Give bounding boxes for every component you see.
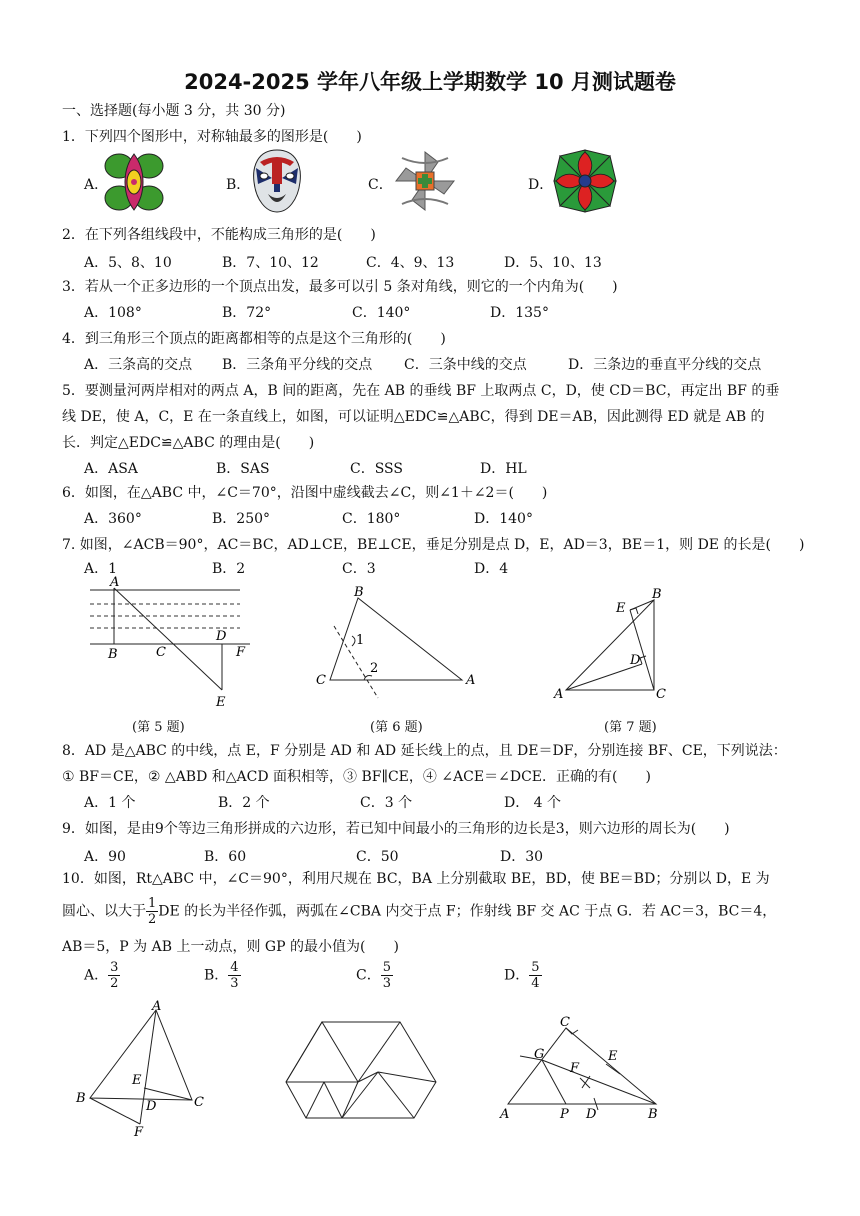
q4-option-d: D．三条边的垂直平分线的交点 — [568, 357, 762, 373]
fig8-label-b: B — [76, 1091, 86, 1106]
q6-figure — [312, 584, 482, 704]
q9-option-c: C．50 — [356, 849, 399, 865]
q6-option-d: D．140° — [474, 511, 533, 527]
q10-line-2 — [62, 896, 776, 927]
q10-line-2a: 圆心、以大于 — [62, 903, 146, 920]
q1-option-a: A． — [84, 177, 109, 193]
q1-figure-d — [552, 148, 618, 214]
q10-line-3: AB＝5，P 为 AB 上一动点，则 GP 的最小值为( ) — [62, 939, 399, 955]
q7-option-a: A．1 — [84, 561, 118, 577]
q5-option-b: B．SAS — [216, 461, 270, 477]
caption-q5: (第 5 题) — [132, 720, 185, 735]
q8-line-2: ① BF＝CE，② △ABD 和△ACD 面积相等，③ BF∥CE，④ ∠ACE＝∠DCE．正确的有( ) — [62, 769, 651, 785]
fig7-label-c: C — [656, 687, 666, 702]
q10-line-2b: DE 的长为半径作弧，两弧在∠CBA 内交于点 F；作射线 BF 交 AC 于点 G．若 AC＝3，BC＝4， — [158, 903, 777, 920]
q3-option-c: C．140° — [352, 305, 411, 321]
q1-option-c: C． — [368, 177, 393, 193]
q5-line-2: 线 DE，使 A，C，E 在一条直线上，如图，可以证明△EDC≌△ABC，得到 DE＝AB，因此测得 ED 就是 AB 的 — [62, 409, 765, 425]
q5-option-c: C．SSS — [350, 461, 403, 477]
fig5-label-a: A — [110, 575, 120, 590]
q8-option-b: B．2 个 — [218, 795, 270, 811]
q7-option-c: C．3 — [342, 561, 376, 577]
q8-line-1: 8．AD 是△ABC 的中线，点 E，F 分别是 AD 和 AD 延长线上的点，且 DE＝DF，分别连接 BF、CE，下列说法： — [62, 743, 787, 759]
fig5-label-c: C — [156, 645, 166, 660]
q3-option-a: A．108° — [84, 305, 142, 321]
q9-option-a: A．90 — [84, 849, 126, 865]
fig6-label-c: C — [316, 673, 326, 688]
fig10-label-g: G — [534, 1047, 545, 1062]
section-heading: 一、选择题(每小题 3 分，共 30 分) — [62, 103, 286, 119]
q9-option-d: D．30 — [500, 849, 544, 865]
fig8-label-d: D — [146, 1099, 157, 1114]
caption-q7: (第 7 题) — [604, 720, 657, 735]
q5-figure — [80, 575, 260, 714]
q3-stem: 3．若从一个正多边形的一个顶点出发，最多可以引 5 条对角线，则它的一个内角为( ) — [62, 279, 618, 295]
fig6-label-1: 1 — [356, 633, 365, 648]
fig6-label-a: A — [466, 673, 476, 688]
q5-line-3: 长．判定△EDC≌△ABC 的理由是( ) — [62, 435, 315, 451]
q3-option-b: B．72° — [222, 305, 272, 321]
fig5-label-e: E — [216, 695, 226, 710]
q10-option-d: D． $\frac{5}{4}$ — [504, 960, 540, 991]
q2-stem: 2．在下列各组线段中，不能构成三角形的是( ) — [62, 227, 376, 243]
fig5-label-f: F — [236, 645, 246, 660]
fig10-label-e: E — [608, 1049, 618, 1064]
page-title: 2024-2025 学年八年级上学期数学 10 月测试题卷 — [184, 70, 676, 94]
q1-stem: 1．下列四个图形中，对称轴最多的图形是( ) — [62, 129, 362, 145]
q8-option-d: D． 4 个 — [504, 795, 562, 811]
q5-option-a: A．ASA — [84, 461, 138, 477]
q9-stem: 9．如图，是由9个等边三角形拼成的六边形，若已知中间最小的三角形的边长是3，则六边形的周长为( ) — [62, 821, 730, 837]
q2-option-c: C．4、9、13 — [366, 255, 455, 271]
q1-figure-a — [104, 150, 164, 214]
fig10-label-d: D — [586, 1107, 597, 1122]
q2-option-b: B．7、10、12 — [222, 255, 319, 271]
fig8-label-c: C — [194, 1095, 204, 1110]
fig7-label-e: E — [616, 601, 626, 616]
q4-option-c: C．三条中线的交点 — [404, 357, 527, 373]
q9-figure — [282, 1018, 442, 1122]
fig6-label-2: 2 — [370, 661, 379, 676]
q1-option-d: D． — [528, 177, 554, 193]
q9-option-b: B．60 — [204, 849, 247, 865]
q10-option-a: A． $\frac{3}{2}$ — [84, 960, 119, 991]
fig8-label-e: E — [132, 1073, 142, 1088]
q6-option-c: C．180° — [342, 511, 401, 527]
q10-figure — [496, 1014, 676, 1124]
q4-option-a: A．三条高的交点 — [84, 357, 193, 373]
fig8-label-f: F — [134, 1125, 144, 1140]
q1-option-b: B． — [226, 177, 251, 193]
fig10-label-f: F — [570, 1061, 580, 1076]
q10-option-b: B． $\frac{4}{3}$ — [204, 960, 239, 991]
q4-option-b: B．三条角平分线的交点 — [222, 357, 373, 373]
fig6-label-b: B — [354, 585, 364, 600]
q7-figure — [550, 586, 680, 706]
q8-figure — [74, 999, 214, 1140]
fig10-label-c: C — [560, 1015, 570, 1030]
q4-stem: 4．到三角形三个顶点的距离都相等的点是这个三角形的( ) — [62, 331, 446, 347]
q6-option-a: A．360° — [84, 511, 142, 527]
q10-option-c: C． $\frac{5}{3}$ — [356, 960, 391, 991]
fig10-label-p: P — [560, 1107, 569, 1122]
q1-figure-b — [250, 148, 304, 214]
fig8-label-a: A — [152, 999, 162, 1014]
q6-option-b: B．250° — [212, 511, 271, 527]
fig5-label-d: D — [216, 629, 227, 644]
q8-option-a: A．1 个 — [84, 795, 136, 811]
caption-q6: (第 6 题) — [370, 720, 423, 735]
fig5-label-b: B — [108, 647, 118, 662]
fig7-label-b: B — [652, 587, 662, 602]
q7-stem: 7. 如图，∠ACB＝90°，AC＝BC，AD⊥CE，BE⊥CE，垂足分别是点 D，E，AD＝3，BE＝1，则 DE 的长是( ) — [62, 537, 805, 553]
fig10-label-a: A — [500, 1107, 510, 1122]
q10-fraction: $\frac{1}{2}$ — [148, 896, 157, 927]
fig7-label-a: A — [554, 687, 564, 702]
q8-option-c: C．3 个 — [360, 795, 413, 811]
q2-option-a: A．5、8、10 — [84, 255, 172, 271]
q10-line-1: 10．如图，Rt△ABC 中，∠C＝90°，利用尺规在 BC，BA 上分别截取 BE，BD，使 BE＝BD；分别以 D，E 为 — [62, 871, 770, 887]
q6-stem: 6．如图，在△ABC 中，∠C＝70°，沿图中虚线截去∠C，则∠1＋∠2＝( ) — [62, 485, 548, 501]
q3-option-d: D．135° — [490, 305, 549, 321]
fig7-label-d: D — [630, 653, 641, 668]
q7-option-d: D．4 — [474, 561, 509, 577]
q5-line-1: 5．要测量河两岸相对的两点 A，B 间的距离，先在 AB 的垂线 BF 上取两点 C，D，使 CD＝BC，再定出 BF 的垂 — [62, 383, 780, 399]
q1-figure-c — [392, 148, 458, 214]
q7-option-b: B．2 — [212, 561, 246, 577]
fig10-label-b: B — [648, 1107, 658, 1122]
q5-option-d: D．HL — [480, 461, 527, 477]
q2-option-d: D．5、10、13 — [504, 255, 602, 271]
